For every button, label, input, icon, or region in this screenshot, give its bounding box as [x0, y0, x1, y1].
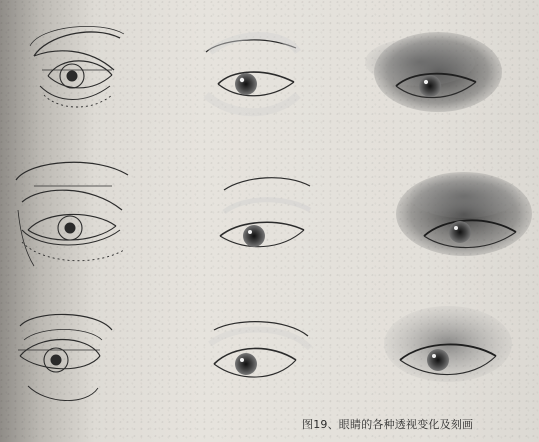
eye-fully-rendered-2	[396, 172, 532, 256]
eye-semi-rendered-2	[220, 178, 310, 247]
eye-sketch-construction-2	[16, 162, 128, 266]
figure-caption: 图19、眼睛的各种透视变化及刻画	[302, 418, 474, 431]
eye-semi-rendered-3	[210, 322, 310, 377]
eye-semi-rendered-1	[206, 36, 298, 113]
eye-sketch-construction-1	[30, 26, 124, 107]
eye-fully-rendered-1	[365, 32, 502, 112]
eye-sketch-construction-3	[18, 314, 112, 400]
eye-fully-rendered-3	[384, 306, 512, 382]
